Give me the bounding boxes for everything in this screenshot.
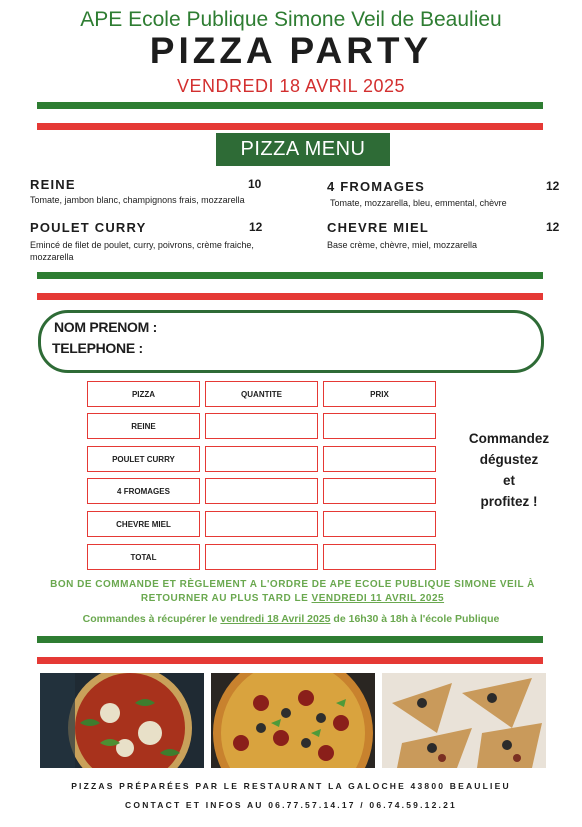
slogan-line: Commandez	[468, 431, 550, 446]
table-row-label: 4 FROMAGES	[87, 478, 200, 504]
table-row-label: CHEVRE MIEL	[87, 511, 200, 537]
price-cell[interactable]	[323, 511, 436, 537]
price-cell[interactable]	[323, 446, 436, 472]
footer-contact: CONTACT ET INFOS AU 06.77.57.14.17 / 06.74.59.12.21	[125, 800, 457, 810]
menu-item-desc: Base crème, chèvre, miel, mozzarella	[327, 240, 478, 250]
price-cell[interactable]	[323, 544, 436, 570]
name-field-label: NOM PRENOM :	[54, 319, 157, 335]
table-header-prix: PRIX	[323, 381, 436, 407]
phone-field-label: TELEPHONE :	[52, 340, 143, 356]
menu-item-price: 10	[248, 177, 262, 191]
pizza-photo	[382, 673, 546, 768]
pickup-suffix: de 16h30 à 18h à l'école Publique	[330, 613, 500, 625]
slogan-line: et	[502, 473, 515, 488]
green-divider	[37, 272, 543, 279]
menu-item-name: POULET CURRY	[30, 220, 147, 235]
menu-item-price: 12	[249, 220, 263, 234]
event-date: VENDREDI 18 AVRIL 2025	[176, 76, 406, 96]
red-divider	[37, 657, 543, 664]
slogan-line: profitez !	[480, 494, 538, 509]
quantity-cell[interactable]	[205, 544, 318, 570]
menu-heading: PIZZA MENU	[216, 133, 390, 166]
slogan-line: dégustez	[479, 452, 539, 467]
school-name: APE Ecole Publique Simone Veil de Beaulieu	[80, 8, 502, 31]
page-title: PIZZA PARTY	[149, 30, 433, 71]
menu-item-desc: Tomate, mozzarella, bleu, emmental, chèvre	[330, 198, 507, 208]
quantity-cell[interactable]	[205, 478, 318, 504]
red-divider	[37, 123, 543, 130]
pickup-date: vendredi 18 Avril 2025	[220, 613, 331, 625]
green-divider	[37, 636, 543, 643]
menu-item-name: 4 FROMAGES	[327, 179, 425, 194]
menu-item-desc: Emincé de filet de poulet, curry, poivrons, crème fraiche,	[30, 240, 254, 250]
quantity-cell[interactable]	[205, 446, 318, 472]
menu-item-price: 12	[546, 220, 560, 234]
price-cell[interactable]	[323, 478, 436, 504]
green-divider	[37, 102, 543, 109]
table-row-label: POULET CURRY	[87, 446, 200, 472]
pickup-prefix: Commandes à récupérer le	[82, 613, 221, 625]
red-divider	[37, 293, 543, 300]
order-note	[20, 578, 565, 606]
order-note-line: BON DE COMMANDE ET RÈGLEMENT A L'ORDRE DE APE ECOLE PUBLIQUE SIMONE VEIL À	[50, 579, 535, 590]
menu-item-desc: mozzarella	[30, 252, 74, 262]
deadline-date: VENDREDI 11 AVRIL 2025	[311, 593, 445, 604]
order-note-prefix: RETOURNER AU PLUS TARD LE	[140, 593, 312, 604]
table-row-label: REINE	[87, 413, 200, 439]
menu-item-name: CHEVRE MIEL	[327, 220, 430, 235]
pizza-photo	[211, 673, 375, 768]
pizza-photo	[40, 673, 204, 768]
order-note-line	[20, 592, 565, 606]
table-header-quantite: QUANTITE	[205, 381, 318, 407]
slogan	[455, 428, 563, 512]
menu-item-price: 12	[546, 179, 560, 193]
quantity-cell[interactable]	[205, 511, 318, 537]
price-cell[interactable]	[323, 413, 436, 439]
footer-restaurant: PIZZAS PRÉPARÉES PAR LE RESTAURANT LA GALOCHE 43800 BEAULIEU	[71, 781, 511, 791]
menu-item-name: REINE	[30, 177, 76, 192]
table-row-label: TOTAL	[87, 544, 200, 570]
quantity-cell[interactable]	[205, 413, 318, 439]
pickup-note	[0, 613, 582, 625]
table-header-pizza: PIZZA	[87, 381, 200, 407]
menu-item-desc: Tomate, jambon blanc, champignons frais, mozzarella	[30, 195, 245, 205]
